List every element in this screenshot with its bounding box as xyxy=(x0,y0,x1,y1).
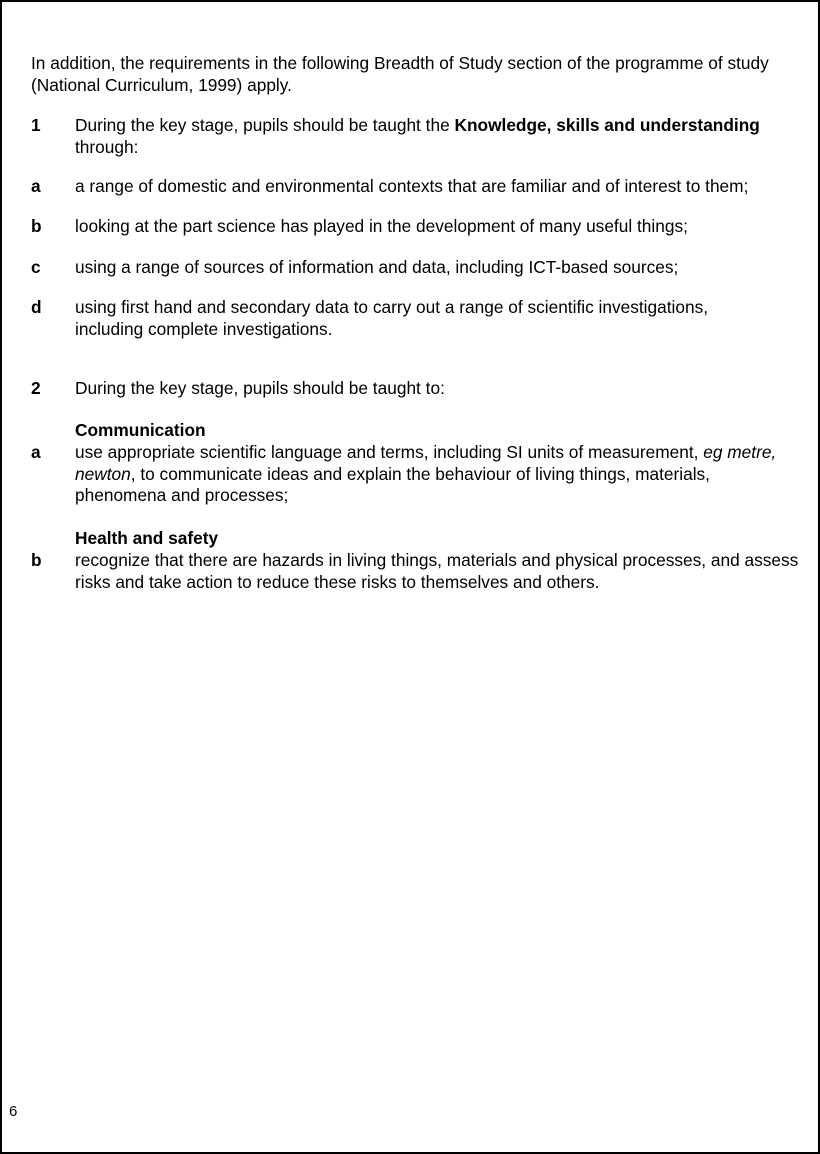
item-marker: d xyxy=(31,297,42,317)
section-1-text-bold: Knowledge, skills and understanding xyxy=(454,115,760,135)
item-marker: b xyxy=(31,550,42,570)
item-marker: a xyxy=(31,176,41,196)
item-text-italic: eg metre, newton xyxy=(75,442,777,484)
section-2-item-a xyxy=(31,442,811,507)
section-1-text xyxy=(75,115,811,158)
section-2-number: 2 xyxy=(31,378,41,398)
section-1-item-b xyxy=(31,216,811,238)
item-text: a range of domestic and environmental contexts that are familiar and of interest to them; xyxy=(75,176,749,196)
item-text: using a range of sources of information and data, including ICT-based sources; xyxy=(75,257,679,277)
section-1-text-start: During the key stage, pupils should be taught the xyxy=(75,115,455,135)
section-1-item-a xyxy=(31,176,811,198)
item-marker: c xyxy=(31,257,41,277)
section-1-item-c xyxy=(31,257,811,279)
item-text-start: use appropriate scientific language and terms, including SI units of measurement, xyxy=(75,442,704,462)
communication-heading: Communication xyxy=(75,420,206,440)
section-1-item-d xyxy=(31,297,811,340)
section-1-text-end: through: xyxy=(75,136,139,157)
section-2-text: During the key stage, pupils should be taught to: xyxy=(75,378,445,398)
item-marker: a xyxy=(31,442,41,462)
section-1 xyxy=(31,115,811,158)
section-1-number: 1 xyxy=(31,115,41,135)
item-text: recognize that there are hazards in living things, materials and physical processes, and assess risks and take action to reduce these risks to themselves and others. xyxy=(75,550,799,592)
page-number: 6 xyxy=(9,1103,18,1120)
item-text: using first hand and secondary data to carry out a range of scientific investigations, including complete investigations. xyxy=(75,297,709,339)
item-text xyxy=(75,442,779,507)
item-text: looking at the part science has played in the development of many useful things; xyxy=(75,216,688,236)
item-marker: b xyxy=(31,216,42,236)
section-2-item-b xyxy=(31,550,811,593)
health-safety-heading: Health and safety xyxy=(75,528,219,548)
item-text-end: , to communicate ideas and explain the behaviour of living things, materials, phenomena and processes; xyxy=(75,463,710,505)
intro-paragraph: In addition, the requirements in the following Breadth of Study section of the programme of study (National Curriculum, 1999) apply. xyxy=(31,53,769,95)
section-2 xyxy=(31,378,811,400)
